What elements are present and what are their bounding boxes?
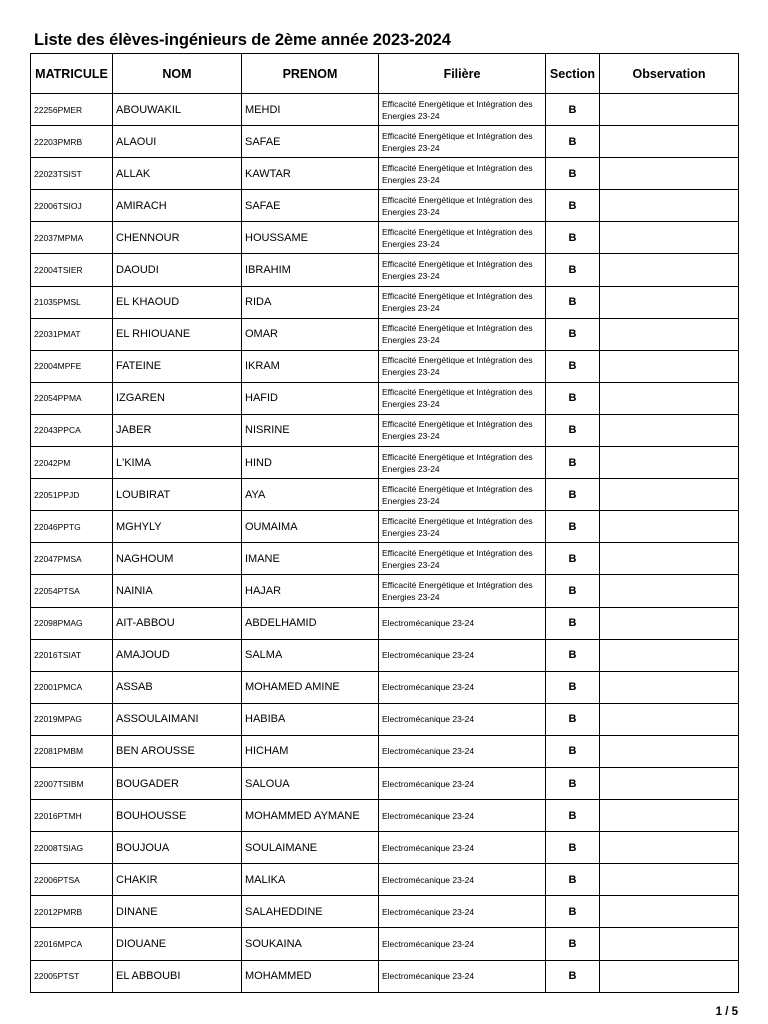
table-row — [31, 414, 739, 446]
cell-observation — [600, 382, 739, 414]
cell-observation — [600, 800, 739, 832]
header-filiere: Filière — [379, 54, 546, 94]
header-prenom: PRENOM — [242, 54, 379, 94]
cell-section: B — [546, 607, 600, 639]
cell-section: B — [546, 190, 600, 222]
cell-nom: BOUHOUSSE — [113, 800, 242, 832]
cell-section: B — [546, 511, 600, 543]
cell-observation — [600, 703, 739, 735]
cell-section: B — [546, 286, 600, 318]
table-row — [31, 350, 739, 382]
cell-matricule: 22006PTSA — [31, 864, 113, 896]
cell-observation — [600, 350, 739, 382]
cell-matricule: 22007TSIBM — [31, 767, 113, 799]
cell-prenom: SALOUA — [242, 767, 379, 799]
cell-prenom: MALIKA — [242, 864, 379, 896]
cell-section: B — [546, 767, 600, 799]
table-body — [31, 94, 739, 993]
cell-observation — [600, 767, 739, 799]
header-nom: NOM — [113, 54, 242, 94]
table-row — [31, 543, 739, 575]
cell-matricule: 22006TSIOJ — [31, 190, 113, 222]
cell-filiere: Electromécanique 23-24 — [379, 928, 546, 960]
cell-nom: NAINIA — [113, 575, 242, 607]
cell-prenom: HAFID — [242, 382, 379, 414]
cell-matricule: 22023TSIST — [31, 158, 113, 190]
cell-nom: BEN AROUSSE — [113, 735, 242, 767]
cell-observation — [600, 318, 739, 350]
cell-prenom: MOHAMMED — [242, 960, 379, 992]
table-row — [31, 447, 739, 479]
header-matricule: MATRICULE — [31, 54, 113, 94]
cell-nom: FATEINE — [113, 350, 242, 382]
table-row — [31, 928, 739, 960]
cell-observation — [600, 864, 739, 896]
cell-nom: IZGAREN — [113, 382, 242, 414]
cell-prenom: HIND — [242, 447, 379, 479]
table-row — [31, 511, 739, 543]
cell-matricule: 22042PM — [31, 447, 113, 479]
cell-nom: JABER — [113, 414, 242, 446]
cell-filiere: Efficacité Energétique et Intégration des Energies 23-24 — [379, 158, 546, 190]
table-row — [31, 607, 739, 639]
cell-nom: AMIRACH — [113, 190, 242, 222]
cell-matricule: 22043PPCA — [31, 414, 113, 446]
cell-section: B — [546, 735, 600, 767]
cell-filiere: Electromécanique 23-24 — [379, 800, 546, 832]
cell-observation — [600, 511, 739, 543]
table-row — [31, 800, 739, 832]
cell-section: B — [546, 158, 600, 190]
cell-section: B — [546, 447, 600, 479]
cell-observation — [600, 671, 739, 703]
cell-matricule: 22019MPAG — [31, 703, 113, 735]
cell-matricule: 22012PMRB — [31, 896, 113, 928]
cell-section: B — [546, 864, 600, 896]
cell-nom: DINANE — [113, 896, 242, 928]
cell-section: B — [546, 960, 600, 992]
cell-observation — [600, 928, 739, 960]
cell-matricule: 22037MPMA — [31, 222, 113, 254]
cell-section: B — [546, 832, 600, 864]
cell-filiere: Efficacité Energétique et Intégration des Energies 23-24 — [379, 414, 546, 446]
table-row — [31, 960, 739, 992]
table-row — [31, 575, 739, 607]
cell-filiere: Efficacité Energétique et Intégration des Energies 23-24 — [379, 511, 546, 543]
cell-prenom: HABIBA — [242, 703, 379, 735]
cell-matricule: 22031PMAT — [31, 318, 113, 350]
cell-nom: ALAOUI — [113, 126, 242, 158]
cell-section: B — [546, 254, 600, 286]
cell-filiere: Electromécanique 23-24 — [379, 896, 546, 928]
cell-section: B — [546, 928, 600, 960]
cell-prenom: OMAR — [242, 318, 379, 350]
cell-section: B — [546, 318, 600, 350]
cell-observation — [600, 896, 739, 928]
cell-observation — [600, 639, 739, 671]
cell-filiere: Electromécanique 23-24 — [379, 671, 546, 703]
cell-nom: ABOUWAKIL — [113, 94, 242, 126]
cell-section: B — [546, 575, 600, 607]
cell-nom: BOUJOUA — [113, 832, 242, 864]
cell-nom: MGHYLY — [113, 511, 242, 543]
cell-observation — [600, 575, 739, 607]
cell-section: B — [546, 800, 600, 832]
cell-matricule: 22008TSIAG — [31, 832, 113, 864]
cell-section: B — [546, 703, 600, 735]
cell-section: B — [546, 382, 600, 414]
cell-observation — [600, 254, 739, 286]
table-row — [31, 382, 739, 414]
cell-observation — [600, 735, 739, 767]
table-row — [31, 639, 739, 671]
cell-matricule: 22098PMAG — [31, 607, 113, 639]
cell-nom: BOUGADER — [113, 767, 242, 799]
cell-nom: AIT-ABBOU — [113, 607, 242, 639]
cell-section: B — [546, 479, 600, 511]
header-observation: Observation — [600, 54, 739, 94]
cell-nom: ALLAK — [113, 158, 242, 190]
cell-prenom: RIDA — [242, 286, 379, 318]
table-row — [31, 318, 739, 350]
cell-prenom: HICHAM — [242, 735, 379, 767]
table-row — [31, 286, 739, 318]
cell-filiere: Efficacité Energétique et Intégration des Energies 23-24 — [379, 479, 546, 511]
table-row — [31, 703, 739, 735]
cell-prenom: SOULAIMANE — [242, 832, 379, 864]
cell-observation — [600, 447, 739, 479]
student-table — [30, 53, 739, 993]
cell-section: B — [546, 671, 600, 703]
table-row — [31, 896, 739, 928]
table-row — [31, 126, 739, 158]
table-header-row — [31, 54, 739, 94]
cell-matricule: 22004TSIER — [31, 254, 113, 286]
cell-prenom: KAWTAR — [242, 158, 379, 190]
cell-prenom: IMANE — [242, 543, 379, 575]
cell-matricule: 22046PPTG — [31, 511, 113, 543]
cell-section: B — [546, 350, 600, 382]
cell-section: B — [546, 94, 600, 126]
cell-filiere: Efficacité Energétique et Intégration des Energies 23-24 — [379, 543, 546, 575]
cell-filiere: Efficacité Energétique et Intégration des Energies 23-24 — [379, 286, 546, 318]
cell-observation — [600, 94, 739, 126]
cell-observation — [600, 607, 739, 639]
table-row — [31, 254, 739, 286]
cell-nom: EL ABBOUBI — [113, 960, 242, 992]
cell-prenom: SAFAE — [242, 190, 379, 222]
cell-observation — [600, 126, 739, 158]
table-row — [31, 158, 739, 190]
cell-filiere: Electromécanique 23-24 — [379, 607, 546, 639]
cell-prenom: SOUKAINA — [242, 928, 379, 960]
cell-prenom: MOHAMMED AYMANE — [242, 800, 379, 832]
cell-matricule: 22016TSIAT — [31, 639, 113, 671]
cell-matricule: 22005PTST — [31, 960, 113, 992]
cell-matricule: 22054PTSA — [31, 575, 113, 607]
cell-observation — [600, 543, 739, 575]
cell-matricule: 22054PPMA — [31, 382, 113, 414]
cell-matricule: 21035PMSL — [31, 286, 113, 318]
cell-matricule: 22203PMRB — [31, 126, 113, 158]
cell-nom: NAGHOUM — [113, 543, 242, 575]
cell-nom: LOUBIRAT — [113, 479, 242, 511]
cell-prenom: SALMA — [242, 639, 379, 671]
cell-filiere: Electromécanique 23-24 — [379, 703, 546, 735]
cell-nom: EL RHIOUANE — [113, 318, 242, 350]
cell-observation — [600, 286, 739, 318]
cell-filiere: Electromécanique 23-24 — [379, 639, 546, 671]
cell-section: B — [546, 126, 600, 158]
cell-observation — [600, 158, 739, 190]
cell-prenom: SALAHEDDINE — [242, 896, 379, 928]
cell-filiere: Efficacité Energétique et Intégration des Energies 23-24 — [379, 350, 546, 382]
cell-filiere: Efficacité Energétique et Intégration des Energies 23-24 — [379, 222, 546, 254]
cell-observation — [600, 222, 739, 254]
cell-nom: CHAKIR — [113, 864, 242, 896]
cell-filiere: Electromécanique 23-24 — [379, 767, 546, 799]
cell-nom: AMAJOUD — [113, 639, 242, 671]
cell-prenom: HOUSSAME — [242, 222, 379, 254]
table-row — [31, 832, 739, 864]
table-row — [31, 735, 739, 767]
cell-section: B — [546, 414, 600, 446]
table-row — [31, 222, 739, 254]
cell-section: B — [546, 896, 600, 928]
cell-prenom: IKRAM — [242, 350, 379, 382]
cell-nom: ASSOULAIMANI — [113, 703, 242, 735]
header-section: Section — [546, 54, 600, 94]
cell-filiere: Efficacité Energétique et Intégration des Energies 23-24 — [379, 254, 546, 286]
cell-section: B — [546, 639, 600, 671]
cell-filiere: Electromécanique 23-24 — [379, 960, 546, 992]
cell-nom: DIOUANE — [113, 928, 242, 960]
table-row — [31, 190, 739, 222]
cell-prenom: MEHDI — [242, 94, 379, 126]
table-row — [31, 767, 739, 799]
cell-filiere: Efficacité Energétique et Intégration des Energies 23-24 — [379, 447, 546, 479]
cell-nom: CHENNOUR — [113, 222, 242, 254]
cell-observation — [600, 960, 739, 992]
cell-matricule: 22051PPJD — [31, 479, 113, 511]
cell-section: B — [546, 543, 600, 575]
cell-filiere: Efficacité Energétique et Intégration des Energies 23-24 — [379, 94, 546, 126]
cell-observation — [600, 479, 739, 511]
cell-prenom: AYA — [242, 479, 379, 511]
cell-filiere: Electromécanique 23-24 — [379, 735, 546, 767]
cell-prenom: SAFAE — [242, 126, 379, 158]
cell-filiere: Efficacité Energétique et Intégration des Energies 23-24 — [379, 190, 546, 222]
cell-matricule: 22081PMBM — [31, 735, 113, 767]
cell-prenom: IBRAHIM — [242, 254, 379, 286]
cell-prenom: HAJAR — [242, 575, 379, 607]
cell-nom: L'KIMA — [113, 447, 242, 479]
cell-filiere: Efficacité Energétique et Intégration des Energies 23-24 — [379, 318, 546, 350]
cell-nom: EL KHAOUD — [113, 286, 242, 318]
cell-prenom: NISRINE — [242, 414, 379, 446]
cell-matricule: 22047PMSA — [31, 543, 113, 575]
cell-prenom: MOHAMED AMINE — [242, 671, 379, 703]
cell-prenom: ABDELHAMID — [242, 607, 379, 639]
cell-section: B — [546, 222, 600, 254]
cell-filiere: Electromécanique 23-24 — [379, 832, 546, 864]
cell-matricule: 22256PMER — [31, 94, 113, 126]
cell-matricule: 22004MPFE — [31, 350, 113, 382]
page-number: 1 / 5 — [715, 1006, 738, 1018]
cell-prenom: OUMAIMA — [242, 511, 379, 543]
cell-observation — [600, 414, 739, 446]
table-row — [31, 94, 739, 126]
cell-observation — [600, 832, 739, 864]
cell-filiere: Efficacité Energétique et Intégration des Energies 23-24 — [379, 575, 546, 607]
cell-nom: ASSAB — [113, 671, 242, 703]
cell-matricule: 22016MPCA — [31, 928, 113, 960]
cell-observation — [600, 190, 739, 222]
cell-filiere: Electromécanique 23-24 — [379, 864, 546, 896]
table-row — [31, 479, 739, 511]
cell-filiere: Efficacité Energétique et Intégration des Energies 23-24 — [379, 126, 546, 158]
cell-filiere: Efficacité Energétique et Intégration des Energies 23-24 — [379, 382, 546, 414]
document-title: Liste des élèves-ingénieurs de 2ème année 2023-2024 — [34, 31, 451, 49]
cell-nom: DAOUDI — [113, 254, 242, 286]
cell-matricule: 22001PMCA — [31, 671, 113, 703]
cell-matricule: 22016PTMH — [31, 800, 113, 832]
table-row — [31, 671, 739, 703]
table-row — [31, 864, 739, 896]
